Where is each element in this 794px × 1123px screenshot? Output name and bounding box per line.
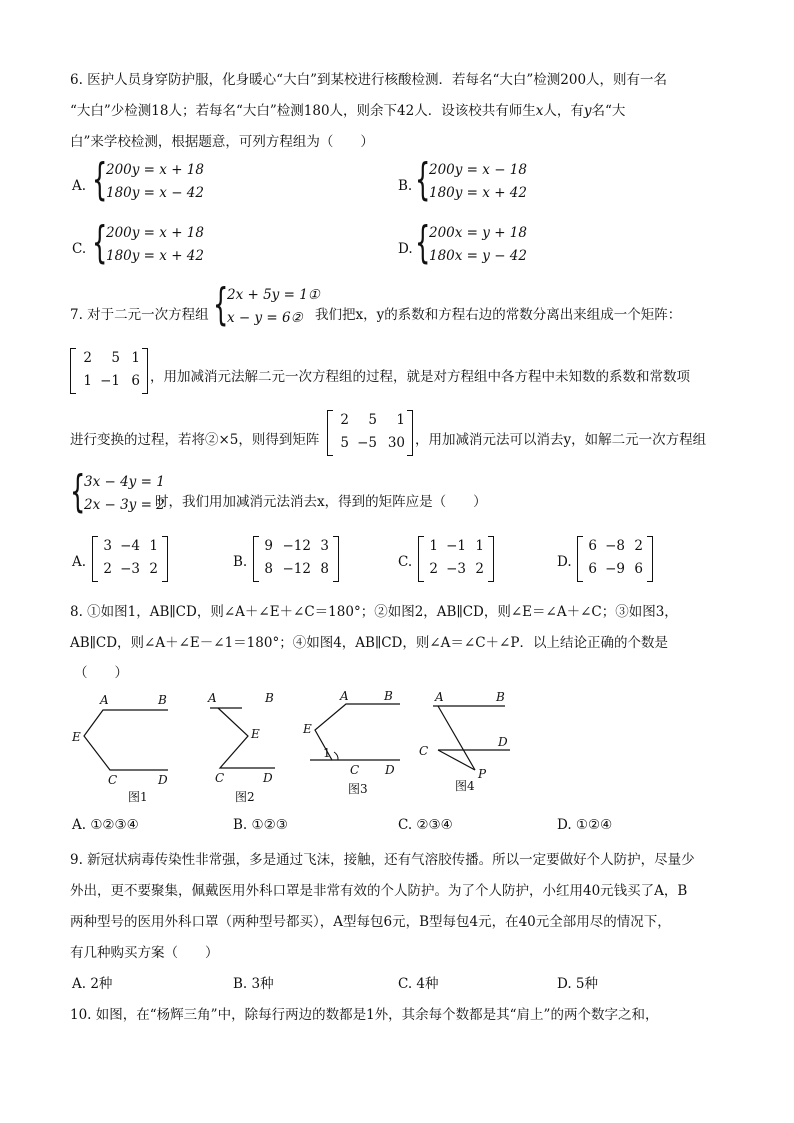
- q6-option-b-eq2: 180y = x + 42: [429, 185, 527, 201]
- q8-option-d[interactable]: D. ①②④: [557, 817, 613, 833]
- c-r0c0: 1: [429, 538, 438, 554]
- m1-r0c1: 5: [111, 350, 120, 366]
- c-r1c2: 2: [475, 561, 484, 577]
- q6-option-c-label[interactable]: C.: [72, 241, 87, 257]
- m2-r0c1: 5: [368, 412, 377, 428]
- q7-text2: ，用加减消元法解二元一次方程组的过程，就是对方程组中各方程中未知数的系数和常数项: [150, 369, 690, 385]
- m2-r0c0: 2: [340, 412, 349, 428]
- fig2-label-e: E: [251, 727, 260, 741]
- q9-option-c[interactable]: C. 4种: [398, 976, 439, 992]
- q7-eq2: x − y = 6②: [227, 310, 303, 326]
- fig3-label-a: A: [340, 689, 349, 703]
- fig4-label-d: D: [498, 735, 508, 749]
- q6-line2-mid: 人，有: [543, 103, 584, 119]
- q6-option-a-eq1: 200y = x + 18: [106, 162, 204, 178]
- b-r1c0: 8: [264, 561, 273, 577]
- fig4-label-a: A: [435, 690, 444, 704]
- fig3-label-e: E: [303, 722, 312, 736]
- fig4-caption: 图4: [455, 779, 475, 793]
- fig2-label-c: C: [215, 771, 225, 785]
- fig4-label-p: P: [478, 767, 487, 781]
- fig3-caption: 图3: [348, 782, 368, 796]
- q6-option-d-eq1: 200x = y + 18: [429, 225, 527, 241]
- m2-r1c2: 30: [387, 435, 405, 451]
- q9-option-d[interactable]: D. 5种: [557, 976, 599, 992]
- d-r1c2: 6: [634, 561, 643, 577]
- q7-intro: 7. 对于二元一次方程组: [70, 307, 209, 323]
- m2-r1c0: 5: [340, 435, 349, 451]
- m1-r0c2: 1: [131, 350, 140, 366]
- m1-r1c2: 6: [131, 373, 140, 389]
- q6-option-a-eq2: 180y = x − 42: [106, 185, 204, 201]
- c-r0c1: −1: [446, 538, 466, 554]
- fig2-label-a: A: [208, 691, 217, 705]
- fig1-label-e: E: [72, 730, 81, 744]
- m1-r0c0: 2: [83, 350, 92, 366]
- q7-text3b: ，用加减消元法可以消去y，如解二元一次方程组: [415, 432, 707, 448]
- q8-option-a[interactable]: A. ①②③④: [72, 817, 139, 833]
- q8-line3: （ ）: [74, 665, 128, 681]
- q7-eq1: 2x + 5y = 1①: [227, 287, 320, 303]
- fig3-label-d: D: [385, 763, 395, 777]
- q7-option-c-label[interactable]: C.: [398, 554, 413, 570]
- q8-figures: [70, 688, 530, 812]
- q9-line2: 外出，更不要聚集，佩戴医用外科口罩是非常有效的个人防护。为了个人防护，小红用40元钱买了A，B: [70, 883, 688, 899]
- fig4-label-c: C: [419, 744, 429, 758]
- m1-r1c1: −1: [100, 373, 120, 389]
- q6-line3: 白”来学校检测，根据题意，可列方程组为（ ）: [70, 134, 374, 150]
- c-r1c0: 2: [429, 561, 438, 577]
- q6-option-d-label[interactable]: D.: [398, 241, 413, 257]
- q9-line1: 9. 新冠状病毒传染性非常强，多是通过飞沫，接触，还有气溶胶传播。所以一定要做好个人防护，尽量少: [70, 852, 695, 868]
- q9-line3: 两种型号的医用外科口罩（两种型号都买），A型每包6元，B型每包4元，在40元全部用尽的情况下，: [70, 914, 671, 930]
- q6-option-c-eq2: 180y = x + 42: [106, 248, 204, 264]
- q6-x-var: x: [535, 103, 544, 119]
- q8-line1: 8. ①如图1，AB∥CD，则∠A＋∠E＋∠C＝180°；②如图2，AB∥CD，则∠E＝∠A＋∠C；③如图3，: [70, 604, 678, 620]
- a-r0c2: 1: [149, 538, 158, 554]
- b-r0c2: 3: [320, 538, 329, 554]
- q7-option-d-label[interactable]: D.: [557, 554, 572, 570]
- m2-r1c1: −5: [357, 435, 377, 451]
- fig1-lines: [84, 710, 168, 770]
- fig1-caption: 图1: [128, 790, 148, 804]
- a-r0c1: −4: [120, 538, 140, 554]
- m2-r0c2: 1: [396, 412, 405, 428]
- c-r1c1: −3: [446, 561, 466, 577]
- d-r1c0: 6: [588, 561, 597, 577]
- fig3-label-c: C: [350, 763, 360, 777]
- b-r0c0: 9: [264, 538, 273, 554]
- q6-line2-text: “大白”少检测18人；若每名“大白”检测180人，则余下42人．设该校共有师生: [70, 103, 536, 119]
- b-r1c1: −12: [282, 561, 311, 577]
- q7-text3: 进行变换的过程，若将②×5，则得到矩阵: [70, 432, 320, 448]
- q6-option-c-eq1: 200y = x + 18: [106, 225, 204, 241]
- d-r0c0: 6: [588, 538, 597, 554]
- fig4-label-b: B: [496, 690, 505, 704]
- q7-after-system: 我们把x，y的系数和方程右边的常数分离出来组成一个矩阵：: [315, 307, 682, 323]
- q6-option-d-eq2: 180x = y − 42: [429, 248, 527, 264]
- b-r1c2: 8: [320, 561, 329, 577]
- q7-sys2-eq2: 2x − 3y = 2: [84, 497, 165, 513]
- fig1-label-a: A: [100, 693, 109, 707]
- q6-line2: [70, 99, 625, 119]
- a-r1c0: 2: [103, 561, 112, 577]
- d-r0c2: 2: [634, 538, 643, 554]
- q8-figures-svg: [70, 688, 530, 808]
- q6-line2-end: 名“大: [591, 103, 626, 119]
- q7-option-a-label[interactable]: A.: [72, 554, 87, 570]
- a-r1c2: 2: [149, 561, 158, 577]
- a-r0c0: 3: [103, 538, 112, 554]
- fig3-label-b: B: [384, 689, 393, 703]
- q8-option-c[interactable]: C. ②③④: [398, 817, 453, 833]
- q7-option-b-label[interactable]: B.: [233, 554, 248, 570]
- fig1-label-b: B: [158, 693, 167, 707]
- fig2-label-b: B: [265, 691, 274, 705]
- c-r0c2: 1: [475, 538, 484, 554]
- q6-line1: 6. 医护人员身穿防护服，化身暖心“大白”到某校进行核酸检测．若每名“大白”检测200人，则有一名: [70, 72, 668, 88]
- m1-r1c0: 1: [83, 373, 92, 389]
- q7-text4: 时，我们用加减消元法消去x，得到的矩阵应是（ ）: [155, 494, 487, 510]
- fig1-label-d: D: [158, 773, 168, 787]
- d-r0c1: −8: [605, 538, 625, 554]
- q8-option-b[interactable]: B. ①②③: [233, 817, 288, 833]
- q6-option-a-label[interactable]: A.: [72, 178, 87, 194]
- d-r1c1: −9: [605, 561, 625, 577]
- q8-line2: AB∥CD，则∠A＋∠E－∠1＝180°；④如图4，AB∥CD，则∠A＝∠C＋∠P．以上结论正确的个数是: [70, 635, 668, 651]
- q6-option-b-eq1: 200y = x − 18: [429, 162, 527, 178]
- q9-line4: 有几种购买方案（ ）: [70, 945, 219, 961]
- a-r1c1: −3: [120, 561, 140, 577]
- fig1-label-c: C: [108, 773, 118, 787]
- b-r0c1: −12: [282, 538, 311, 554]
- fig2-label-d: D: [263, 771, 273, 785]
- q9-option-a[interactable]: A. 2种: [72, 976, 113, 992]
- fig3-angle-arc: [334, 752, 338, 760]
- q9-option-b[interactable]: B. 3种: [233, 976, 274, 992]
- fig2-path: [218, 708, 275, 768]
- q6-option-b-label[interactable]: B.: [398, 178, 413, 194]
- q6-y-var: y: [583, 103, 592, 119]
- q10-line1: 10. 如图，在“杨辉三角”中，除每行两边的数都是1外，其余每个数都是其“肩上”的两个数字之和，: [70, 1007, 659, 1023]
- fig3-angle-1: 1: [323, 746, 331, 760]
- q7-sys2-eq1: 3x − 4y = 1: [84, 474, 165, 490]
- fig2-caption: 图2: [235, 790, 255, 804]
